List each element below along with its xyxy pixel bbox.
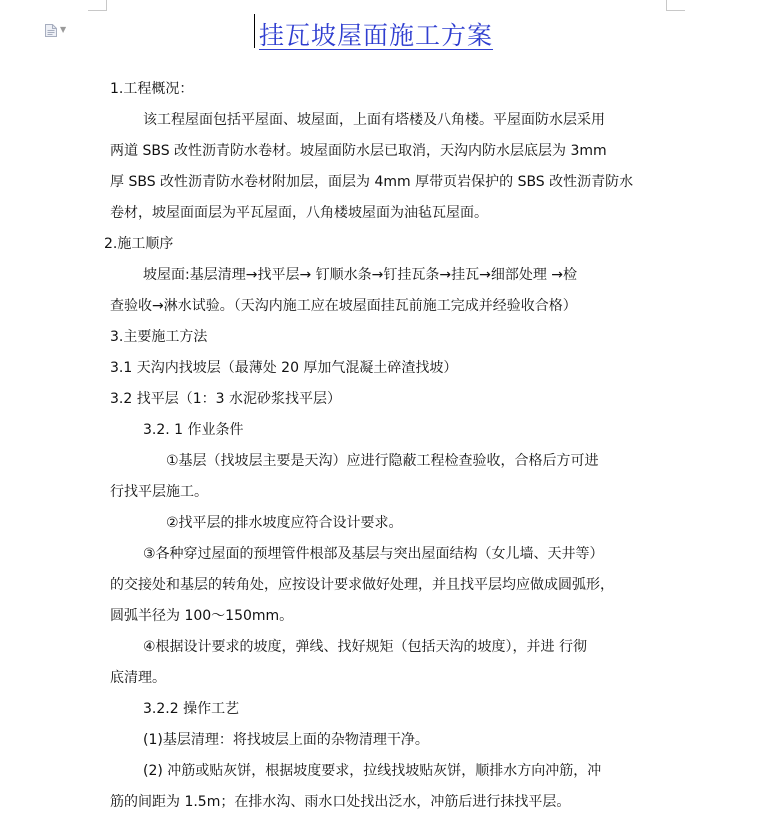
body-line: 筋的间距为 1.5m；在排水沟、雨水口处找出泛水，冲筋后进行抹找平层。: [110, 794, 571, 810]
subsection-heading: 3.1 天沟内找坡层（最薄处 20 厚加气混凝土碎渣找坡）: [110, 360, 458, 376]
body-line: (1)基层清理：将找坡层上面的杂物清理干净。: [143, 732, 429, 748]
body-line: 该工程屋面包括平屋面、坡屋面，上面有塔楼及八角楼。平屋面防水层采用: [143, 112, 605, 128]
body-line: 行找平层施工。: [110, 484, 208, 500]
chevron-down-icon: ▼: [60, 25, 67, 34]
body-line: ④根据设计要求的坡度，弹线、找好规矩（包括天沟的坡度），并进 行彻: [143, 639, 587, 655]
document-title: 挂瓦坡屋面施工方案: [259, 21, 494, 50]
body-line: 坡屋面:基层清理→找平层→ 钉顺水条→钉挂瓦条→挂瓦→细部处理 →检: [143, 267, 577, 283]
document-menu[interactable]: [44, 22, 70, 38]
body-line: 圆弧半径为 100～150mm。: [110, 608, 294, 624]
section-heading: 3.主要施工方法: [110, 329, 208, 345]
document-icon: [44, 23, 58, 38]
section-heading: 2.施工顺序: [104, 236, 174, 252]
body-line: ③各种穿过屋面的预埋管件根部及基层与突出屋面结构（女儿墙、天井等）: [143, 546, 604, 562]
body-line: ①基层（找坡层主要是天沟）应进行隐蔽工程检查验收，合格后方可进: [166, 453, 599, 469]
body-line: 厚 SBS 改性沥青防水卷材附加层，面层为 4mm 厚带页岩保护的 SBS 改性沥青防水: [110, 174, 634, 190]
body-line: 底清理。: [110, 670, 166, 686]
body-line: 的交接处和基层的转角处，应按设计要求做好处理，并且找平层均应做成圆弧形，: [110, 577, 614, 593]
subsection-heading: 3.2.2 操作工艺: [143, 701, 240, 717]
body-line: (2) 冲筋或贴灰饼，根据坡度要求，拉线找坡贴灰饼，顺排水方向冲筋，冲: [143, 763, 602, 779]
text-cursor: [254, 14, 255, 48]
body-line: ②找平层的排水坡度应符合设计要求。: [166, 515, 403, 531]
page-corner-mark-left: [88, 0, 107, 11]
subsection-heading: 3.2 找平层（1：3 水泥砂浆找平层）: [110, 391, 341, 407]
section-heading: 1.工程概况：: [110, 81, 194, 97]
body-line: 查验收→淋水试验。（天沟内施工应在坡屋面挂瓦前施工完成并经验收合格）: [110, 298, 577, 314]
subsection-heading: 3.2. 1 作业条件: [143, 422, 244, 438]
body-line: 两道 SBS 改性沥青防水卷材。坡屋面防水层已取消，天沟内防水层底层为 3mm: [110, 143, 607, 159]
body-line: 卷材，坡屋面面层为平瓦屋面，八角楼坡屋面为油毡瓦屋面。: [110, 205, 488, 221]
page-corner-mark-right: [666, 0, 685, 11]
